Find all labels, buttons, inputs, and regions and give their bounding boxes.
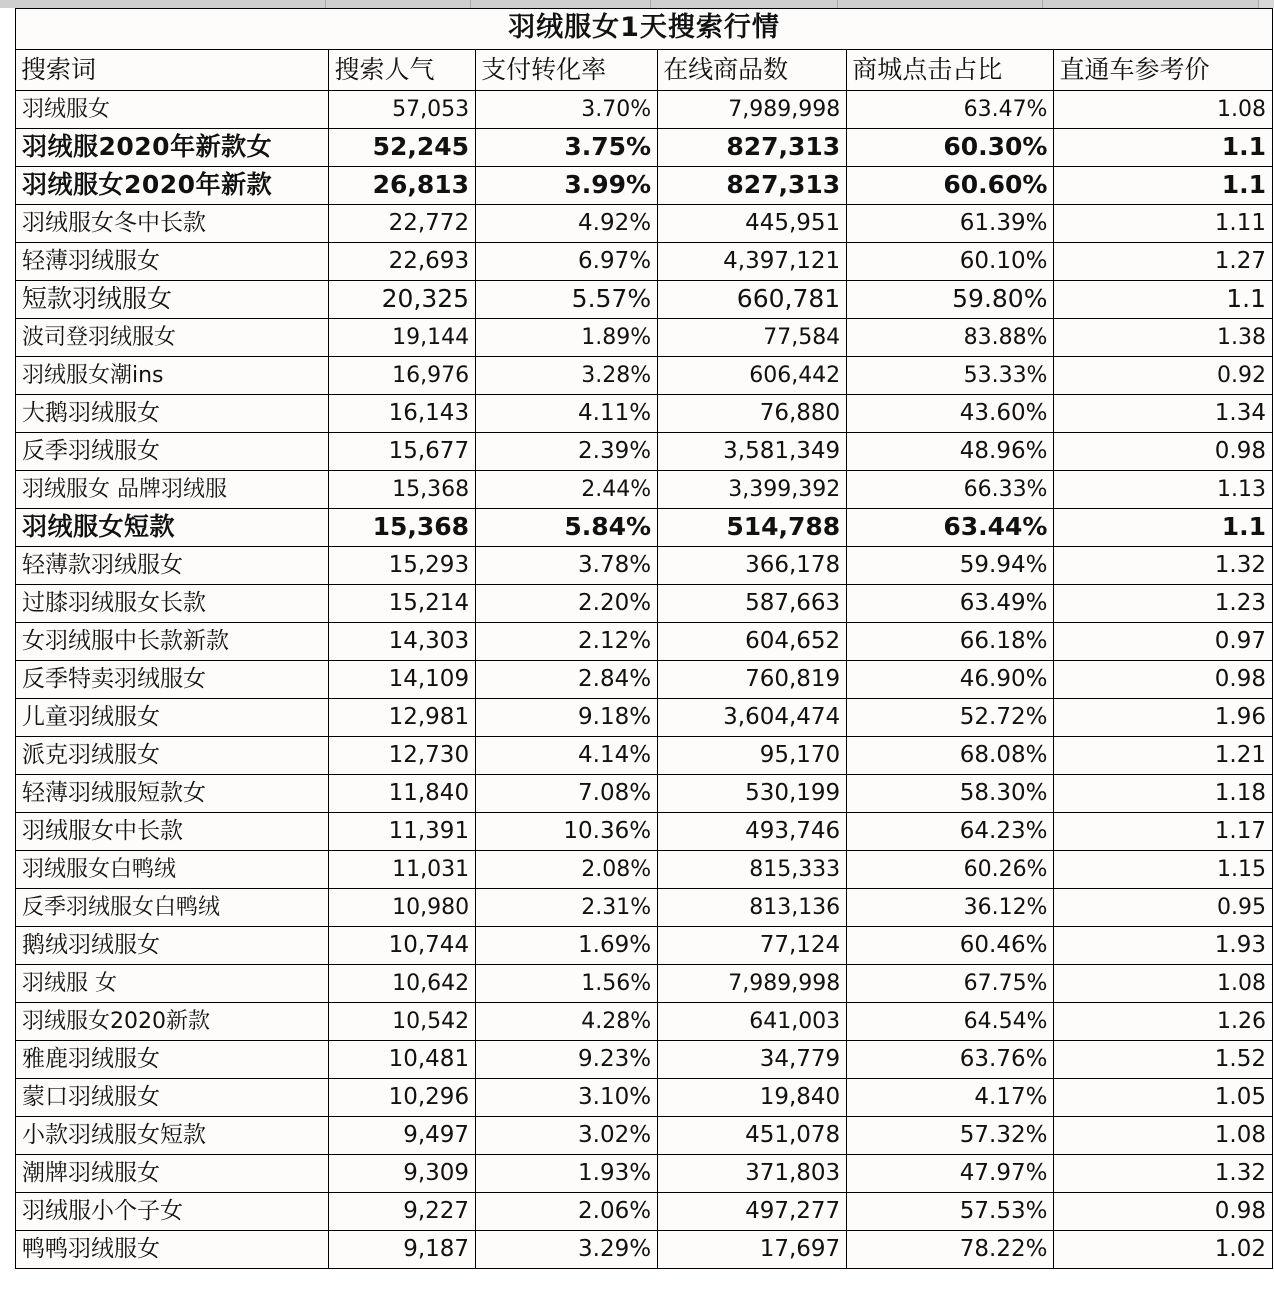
table-row[interactable] xyxy=(16,775,1273,813)
cell-goods[interactable]: 497,277 xyxy=(658,1193,847,1231)
cell-price[interactable]: 0.98 xyxy=(1054,433,1273,471)
column-header-pop[interactable]: 搜索人气 xyxy=(329,50,476,91)
cell-term[interactable]: 过膝羽绒服女长款 xyxy=(16,585,329,623)
column-header-price[interactable]: 直通车参考价 xyxy=(1054,50,1273,91)
table-row[interactable] xyxy=(16,585,1273,623)
cell-click[interactable]: 52.72% xyxy=(847,699,1054,737)
cell-price[interactable]: 1.52 xyxy=(1054,1041,1273,1079)
table-row[interactable] xyxy=(16,243,1273,281)
cell-term[interactable]: 女羽绒服中长款新款 xyxy=(16,623,329,661)
cell-pop[interactable]: 26,813 xyxy=(329,167,476,205)
table-row[interactable] xyxy=(16,357,1273,395)
cell-click[interactable]: 68.08% xyxy=(847,737,1054,775)
cell-conv[interactable]: 3.10% xyxy=(476,1079,658,1117)
cell-pop[interactable]: 12,981 xyxy=(329,699,476,737)
cell-term[interactable]: 蒙口羽绒服女 xyxy=(16,1079,329,1117)
table-body xyxy=(16,9,1273,1269)
table-header-row xyxy=(16,50,1273,91)
spreadsheet-row-above-strip xyxy=(0,0,1274,8)
table-row[interactable] xyxy=(16,1003,1273,1041)
cell-conv[interactable]: 1.93% xyxy=(476,1155,658,1193)
cell-price[interactable]: 1.17 xyxy=(1054,813,1273,851)
cell-price[interactable]: 1.34 xyxy=(1054,395,1273,433)
column-header-term[interactable]: 搜索词 xyxy=(16,50,329,91)
cell-conv[interactable]: 7.08% xyxy=(476,775,658,813)
cell-price[interactable]: 0.98 xyxy=(1054,1193,1273,1231)
cell-click[interactable]: 59.80% xyxy=(847,281,1054,319)
cell-price[interactable]: 1.08 xyxy=(1054,91,1273,129)
strip-segment xyxy=(471,0,651,8)
cell-term[interactable]: 轻薄款羽绒服女 xyxy=(16,547,329,585)
cell-click[interactable]: 57.32% xyxy=(847,1117,1054,1155)
cell-pop[interactable]: 57,053 xyxy=(329,91,476,129)
cell-price[interactable]: 1.08 xyxy=(1054,965,1273,1003)
cell-term[interactable]: 反季羽绒服女白鸭绒 xyxy=(16,889,329,927)
cell-pop[interactable]: 14,303 xyxy=(329,623,476,661)
cell-pop[interactable]: 52,245 xyxy=(329,129,476,167)
cell-goods[interactable]: 3,581,349 xyxy=(658,433,847,471)
table-row[interactable] xyxy=(16,547,1273,585)
cell-conv[interactable]: 3.78% xyxy=(476,547,658,585)
table-row[interactable] xyxy=(16,851,1273,889)
cell-term[interactable]: 羽绒服女 品牌羽绒服 xyxy=(16,471,329,509)
cell-click[interactable]: 47.97% xyxy=(847,1155,1054,1193)
table-row[interactable] xyxy=(16,965,1273,1003)
cell-goods[interactable]: 451,078 xyxy=(658,1117,847,1155)
cell-term[interactable]: 轻薄羽绒服女 xyxy=(16,243,329,281)
cell-conv[interactable]: 2.20% xyxy=(476,585,658,623)
cell-term[interactable]: 羽绒服女潮ins xyxy=(16,357,329,395)
cell-click[interactable]: 4.17% xyxy=(847,1079,1054,1117)
strip-segment xyxy=(326,0,471,8)
cell-conv[interactable]: 2.84% xyxy=(476,661,658,699)
cell-goods[interactable]: 641,003 xyxy=(658,1003,847,1041)
cell-term[interactable]: 羽绒服女2020年新款 xyxy=(16,167,329,205)
table-row[interactable] xyxy=(16,623,1273,661)
cell-conv[interactable]: 10.36% xyxy=(476,813,658,851)
table-row[interactable] xyxy=(16,1117,1273,1155)
cell-pop[interactable]: 10,980 xyxy=(329,889,476,927)
table-row[interactable] xyxy=(16,167,1273,205)
search-ranking-table xyxy=(15,8,1273,1269)
cell-pop[interactable]: 15,677 xyxy=(329,433,476,471)
cell-goods[interactable]: 813,136 xyxy=(658,889,847,927)
cell-goods[interactable]: 366,178 xyxy=(658,547,847,585)
cell-goods[interactable]: 17,697 xyxy=(658,1231,847,1269)
cell-term[interactable]: 波司登羽绒服女 xyxy=(16,319,329,357)
table-row[interactable] xyxy=(16,395,1273,433)
cell-conv[interactable]: 5.84% xyxy=(476,509,658,547)
page-title: 羽绒服女1天搜索行情 xyxy=(16,9,1273,50)
cell-goods[interactable]: 95,170 xyxy=(658,737,847,775)
cell-term[interactable]: 羽绒服小个子女 xyxy=(16,1193,329,1231)
cell-term[interactable]: 羽绒服女短款 xyxy=(16,509,329,547)
cell-click[interactable]: 64.54% xyxy=(847,1003,1054,1041)
cell-conv[interactable]: 2.39% xyxy=(476,433,658,471)
cell-price[interactable]: 0.97 xyxy=(1054,623,1273,661)
cell-pop[interactable]: 16,976 xyxy=(329,357,476,395)
cell-price[interactable]: 1.32 xyxy=(1054,1155,1273,1193)
cell-click[interactable]: 59.94% xyxy=(847,547,1054,585)
cell-term[interactable]: 羽绒服女白鸭绒 xyxy=(16,851,329,889)
cell-pop[interactable]: 10,542 xyxy=(329,1003,476,1041)
cell-pop[interactable]: 22,693 xyxy=(329,243,476,281)
table-row[interactable] xyxy=(16,433,1273,471)
cell-term[interactable]: 儿童羽绒服女 xyxy=(16,699,329,737)
cell-goods[interactable]: 445,951 xyxy=(658,205,847,243)
cell-click[interactable]: 66.18% xyxy=(847,623,1054,661)
cell-goods[interactable]: 606,442 xyxy=(658,357,847,395)
cell-price[interactable]: 1.05 xyxy=(1054,1079,1273,1117)
cell-term[interactable]: 派克羽绒服女 xyxy=(16,737,329,775)
cell-pop[interactable]: 10,296 xyxy=(329,1079,476,1117)
strip-segment xyxy=(651,0,838,8)
cell-goods[interactable]: 77,584 xyxy=(658,319,847,357)
cell-pop[interactable]: 20,325 xyxy=(329,281,476,319)
spreadsheet-area xyxy=(0,8,1274,1269)
cell-click[interactable]: 61.39% xyxy=(847,205,1054,243)
table-row[interactable] xyxy=(16,699,1273,737)
table-row[interactable] xyxy=(16,927,1273,965)
table-row[interactable] xyxy=(16,1231,1273,1269)
cell-price[interactable]: 1.15 xyxy=(1054,851,1273,889)
cell-click[interactable]: 60.60% xyxy=(847,167,1054,205)
cell-pop[interactable]: 15,368 xyxy=(329,471,476,509)
cell-term[interactable]: 雅鹿羽绒服女 xyxy=(16,1041,329,1079)
cell-pop[interactable]: 11,391 xyxy=(329,813,476,851)
table-row[interactable] xyxy=(16,737,1273,775)
table-row[interactable] xyxy=(16,889,1273,927)
cell-conv[interactable]: 6.97% xyxy=(476,243,658,281)
cell-term[interactable]: 反季特卖羽绒服女 xyxy=(16,661,329,699)
cell-conv[interactable]: 4.14% xyxy=(476,737,658,775)
table-row[interactable] xyxy=(16,509,1273,547)
table-row[interactable] xyxy=(16,129,1273,167)
table-row[interactable] xyxy=(16,1079,1273,1117)
cell-conv[interactable]: 4.28% xyxy=(476,1003,658,1041)
cell-goods[interactable]: 514,788 xyxy=(658,509,847,547)
cell-goods[interactable]: 77,124 xyxy=(658,927,847,965)
cell-term[interactable]: 潮牌羽绒服女 xyxy=(16,1155,329,1193)
cell-price[interactable]: 1.23 xyxy=(1054,585,1273,623)
cell-goods[interactable]: 3,604,474 xyxy=(658,699,847,737)
cell-click[interactable]: 43.60% xyxy=(847,395,1054,433)
strip-segment xyxy=(838,0,1043,8)
cell-click[interactable]: 60.46% xyxy=(847,927,1054,965)
cell-conv[interactable]: 5.57% xyxy=(476,281,658,319)
cell-pop[interactable]: 9,309 xyxy=(329,1155,476,1193)
cell-goods[interactable]: 371,803 xyxy=(658,1155,847,1193)
cell-click[interactable]: 67.75% xyxy=(847,965,1054,1003)
cell-conv[interactable]: 2.44% xyxy=(476,471,658,509)
cell-term[interactable]: 鸭鸭羽绒服女 xyxy=(16,1231,329,1269)
cell-goods[interactable]: 4,397,121 xyxy=(658,243,847,281)
cell-goods[interactable]: 34,779 xyxy=(658,1041,847,1079)
cell-click[interactable]: 60.26% xyxy=(847,851,1054,889)
cell-goods[interactable]: 660,781 xyxy=(658,281,847,319)
cell-goods[interactable]: 760,819 xyxy=(658,661,847,699)
cell-pop[interactable]: 9,227 xyxy=(329,1193,476,1231)
cell-price[interactable]: 0.95 xyxy=(1054,889,1273,927)
cell-click[interactable]: 36.12% xyxy=(847,889,1054,927)
cell-pop[interactable]: 10,744 xyxy=(329,927,476,965)
cell-price[interactable]: 1.13 xyxy=(1054,471,1273,509)
cell-goods[interactable]: 827,313 xyxy=(658,167,847,205)
table-row[interactable] xyxy=(16,91,1273,129)
cell-click[interactable]: 48.96% xyxy=(847,433,1054,471)
cell-click[interactable]: 57.53% xyxy=(847,1193,1054,1231)
cell-click[interactable]: 78.22% xyxy=(847,1231,1054,1269)
cell-goods[interactable]: 7,989,998 xyxy=(658,91,847,129)
cell-pop[interactable]: 9,497 xyxy=(329,1117,476,1155)
cell-goods[interactable]: 3,399,392 xyxy=(658,471,847,509)
cell-goods[interactable]: 604,652 xyxy=(658,623,847,661)
cell-click[interactable]: 63.49% xyxy=(847,585,1054,623)
cell-goods[interactable]: 7,989,998 xyxy=(658,965,847,1003)
cell-goods[interactable]: 587,663 xyxy=(658,585,847,623)
cell-term[interactable]: 羽绒服女2020新款 xyxy=(16,1003,329,1041)
cell-price[interactable]: 0.98 xyxy=(1054,661,1273,699)
cell-conv[interactable]: 3.28% xyxy=(476,357,658,395)
cell-click[interactable]: 63.76% xyxy=(847,1041,1054,1079)
cell-price[interactable]: 1.02 xyxy=(1054,1231,1273,1269)
cell-pop[interactable]: 15,214 xyxy=(329,585,476,623)
cell-goods[interactable]: 76,880 xyxy=(658,395,847,433)
cell-price[interactable]: 1.32 xyxy=(1054,547,1273,585)
column-header-goods[interactable]: 在线商品数 xyxy=(658,50,847,91)
cell-click[interactable]: 60.30% xyxy=(847,129,1054,167)
cell-pop[interactable]: 11,840 xyxy=(329,775,476,813)
cell-click[interactable]: 53.33% xyxy=(847,357,1054,395)
cell-price[interactable]: 1.21 xyxy=(1054,737,1273,775)
table-row[interactable] xyxy=(16,813,1273,851)
cell-pop[interactable]: 9,187 xyxy=(329,1231,476,1269)
cell-price[interactable]: 1.96 xyxy=(1054,699,1273,737)
table-row[interactable] xyxy=(16,281,1273,319)
strip-segment xyxy=(1043,0,1259,8)
cell-click[interactable]: 63.44% xyxy=(847,509,1054,547)
cell-term[interactable]: 羽绒服2020年新款女 xyxy=(16,129,329,167)
cell-price[interactable]: 1.1 xyxy=(1054,167,1273,205)
cell-price[interactable]: 1.38 xyxy=(1054,319,1273,357)
cell-price[interactable]: 1.1 xyxy=(1054,509,1273,547)
strip-segment xyxy=(0,0,326,8)
table-row[interactable] xyxy=(16,1041,1273,1079)
cell-goods[interactable]: 493,746 xyxy=(658,813,847,851)
cell-term[interactable]: 短款羽绒服女 xyxy=(16,281,329,319)
cell-price[interactable]: 1.93 xyxy=(1054,927,1273,965)
cell-conv[interactable]: 2.08% xyxy=(476,851,658,889)
cell-click[interactable]: 58.30% xyxy=(847,775,1054,813)
cell-pop[interactable]: 11,031 xyxy=(329,851,476,889)
cell-pop[interactable]: 12,730 xyxy=(329,737,476,775)
cell-pop[interactable]: 22,772 xyxy=(329,205,476,243)
cell-click[interactable]: 64.23% xyxy=(847,813,1054,851)
cell-term[interactable]: 羽绒服女冬中长款 xyxy=(16,205,329,243)
cell-term[interactable]: 大鹅羽绒服女 xyxy=(16,395,329,433)
cell-goods[interactable]: 815,333 xyxy=(658,851,847,889)
cell-conv[interactable]: 9.23% xyxy=(476,1041,658,1079)
cell-pop[interactable]: 15,368 xyxy=(329,509,476,547)
cell-price[interactable]: 1.08 xyxy=(1054,1117,1273,1155)
cell-pop[interactable]: 16,143 xyxy=(329,395,476,433)
cell-goods[interactable]: 530,199 xyxy=(658,775,847,813)
cell-price[interactable]: 1.18 xyxy=(1054,775,1273,813)
cell-price[interactable]: 1.26 xyxy=(1054,1003,1273,1041)
cell-conv[interactable]: 1.69% xyxy=(476,927,658,965)
cell-goods[interactable]: 19,840 xyxy=(658,1079,847,1117)
cell-click[interactable]: 66.33% xyxy=(847,471,1054,509)
cell-conv[interactable]: 9.18% xyxy=(476,699,658,737)
cell-click[interactable]: 63.47% xyxy=(847,91,1054,129)
cell-pop[interactable]: 15,293 xyxy=(329,547,476,585)
cell-conv[interactable]: 3.70% xyxy=(476,91,658,129)
cell-term[interactable]: 羽绒服 女 xyxy=(16,965,329,1003)
cell-term[interactable]: 轻薄羽绒服短款女 xyxy=(16,775,329,813)
column-header-conv[interactable]: 支付转化率 xyxy=(476,50,658,91)
cell-price[interactable]: 1.11 xyxy=(1054,205,1273,243)
cell-conv[interactable]: 2.31% xyxy=(476,889,658,927)
cell-conv[interactable]: 2.06% xyxy=(476,1193,658,1231)
cell-pop[interactable]: 10,642 xyxy=(329,965,476,1003)
table-row[interactable] xyxy=(16,661,1273,699)
cell-click[interactable]: 46.90% xyxy=(847,661,1054,699)
cell-term[interactable]: 反季羽绒服女 xyxy=(16,433,329,471)
table-row[interactable] xyxy=(16,1155,1273,1193)
cell-price[interactable]: 1.1 xyxy=(1054,129,1273,167)
cell-term[interactable]: 羽绒服女中长款 xyxy=(16,813,329,851)
cell-click[interactable]: 83.88% xyxy=(847,319,1054,357)
cell-price[interactable]: 1.27 xyxy=(1054,243,1273,281)
column-header-click[interactable]: 商城点击占比 xyxy=(847,50,1054,91)
table-row[interactable] xyxy=(16,319,1273,357)
cell-conv[interactable]: 4.11% xyxy=(476,395,658,433)
cell-click[interactable]: 60.10% xyxy=(847,243,1054,281)
cell-conv[interactable]: 3.02% xyxy=(476,1117,658,1155)
cell-pop[interactable]: 14,109 xyxy=(329,661,476,699)
cell-conv[interactable]: 4.92% xyxy=(476,205,658,243)
cell-price[interactable]: 1.1 xyxy=(1054,281,1273,319)
cell-conv[interactable]: 2.12% xyxy=(476,623,658,661)
cell-conv[interactable]: 3.99% xyxy=(476,167,658,205)
cell-pop[interactable]: 10,481 xyxy=(329,1041,476,1079)
cell-conv[interactable]: 1.56% xyxy=(476,965,658,1003)
cell-conv[interactable]: 3.75% xyxy=(476,129,658,167)
cell-term[interactable]: 小款羽绒服女短款 xyxy=(16,1117,329,1155)
cell-conv[interactable]: 3.29% xyxy=(476,1231,658,1269)
cell-term[interactable]: 鹅绒羽绒服女 xyxy=(16,927,329,965)
table-row[interactable] xyxy=(16,1193,1273,1231)
cell-price[interactable]: 0.92 xyxy=(1054,357,1273,395)
table-title-row xyxy=(16,9,1273,50)
table-row[interactable] xyxy=(16,471,1273,509)
cell-term[interactable]: 羽绒服女 xyxy=(16,91,329,129)
cell-goods[interactable]: 827,313 xyxy=(658,129,847,167)
table-row[interactable] xyxy=(16,205,1273,243)
cell-conv[interactable]: 1.89% xyxy=(476,319,658,357)
cell-pop[interactable]: 19,144 xyxy=(329,319,476,357)
